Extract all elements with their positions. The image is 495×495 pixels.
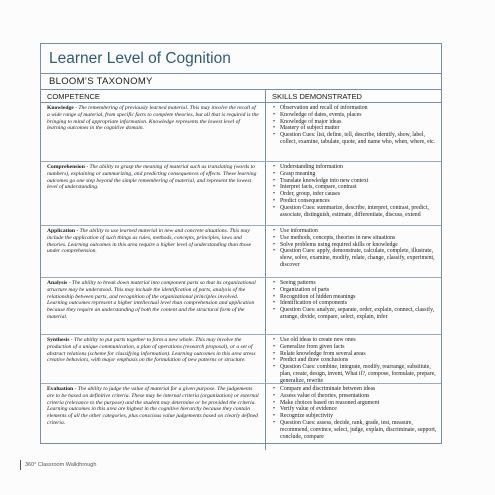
list-item: • Recognition of hidden meanings (272, 294, 437, 301)
subtitle-row (41, 74, 441, 90)
skills-cell (265, 278, 441, 334)
list-item: • Understanding information (272, 164, 437, 171)
competence-term: Comprehension (47, 164, 85, 170)
list-item: • Use methods, concepts, theories in new situations (272, 235, 437, 242)
title-row (41, 44, 441, 74)
header-skills: SKILLS DEMONSTRATED (265, 90, 441, 102)
competence-description: - The ability to break down material into component parts so that its organizational structure may be understood. This may include the identification of parts, analysis of the relationship between parts, and recognition of the organizational principles involved. Learning outcomes represent a higher intellectual level than comprehension and application because they require an understanding of both the content and the structural form of the material. (47, 280, 256, 320)
skills-list (272, 228, 437, 269)
list-item: • Assess value of theories, presentations (272, 393, 437, 400)
table-row (41, 103, 441, 162)
list-item: • Use information (272, 228, 437, 235)
skills-cell (265, 103, 441, 161)
competence-cell (41, 162, 265, 225)
list-item: • Predict and draw conclusions (272, 357, 437, 364)
list-item: • Question Cues: summarize, describe, interpret, contrast, predict, associate, distinguish, estimate, differentiate, discuss, extend (272, 205, 437, 219)
skills-cell (265, 226, 441, 277)
list-item: • Question Cues: analyze, separate, order, explain, connect, classify, arrange, divide, compare, select, explain, infer (272, 307, 437, 321)
list-item: • Knowledge of major ideas (272, 119, 437, 126)
list-item: • Observation and recall of information (272, 105, 437, 112)
competence-term: Synthesis (47, 337, 70, 343)
header-competence: COMPETENCE (47, 91, 100, 101)
list-item: • Mastery of subject matter (272, 125, 437, 132)
skills-cell (265, 335, 441, 383)
list-item: • Seeing patterns (272, 280, 437, 287)
list-item: • Grasp meaning (272, 171, 437, 178)
list-item: • Predict consequences (272, 198, 437, 205)
skills-list (272, 164, 437, 218)
table-subtitle: BLOOM’S TAXONOMY (49, 76, 153, 87)
table-row (41, 162, 441, 226)
list-item: • Compare and discriminate between ideas (272, 386, 437, 393)
competence-term: Application (47, 228, 75, 234)
list-item: • Organization of parts (272, 287, 437, 294)
table-row (41, 384, 441, 450)
list-item: • Generalize from given facts (272, 344, 437, 351)
skills-list (272, 280, 437, 321)
competence-description: - The ability to grasp the meaning of material such as translating (words to numbers), explaining or summarizing, and predicting consequences of effects. These learning outcomes go one step beyond the simple remembering of material, and represent the lowest level of understanding. (47, 164, 257, 191)
competence-cell (41, 103, 265, 161)
competence-term: Evaluation (47, 386, 74, 392)
table-row (41, 278, 441, 335)
list-item: • Question Cues: combine, integrate, modify, rearrange, substitute, plan, create, design, invent, What if?, compose, formulate, prepare, generalize, rewrite (272, 364, 437, 384)
list-item: • Translate knowledge into new context (272, 178, 437, 185)
competence-cell (41, 335, 265, 383)
bloom-table (40, 43, 442, 444)
list-item: • Question Cues: apply, demonstrate, calculate, complete, illustrate, show, solve, examine, modify, relate, change, classify, experiment, discover (272, 248, 437, 268)
list-item: • Relate knowledge from several areas (272, 351, 437, 358)
competence-description: - The remembering of previously learned material. This may involve the recall of a wide range of material, from specific facts to complete theories, but all that is required is the bringing to mind of appropriate information. Knowledge represents the lowest level of learning outcomes in the cognitive domain. (47, 105, 259, 132)
table-row (41, 335, 441, 384)
table-row (41, 226, 441, 278)
skills-list (272, 337, 437, 385)
skills-list (272, 105, 437, 146)
competence-description: - The ability to use learned material in new and concrete situations. This may include the application of such things as rules, methods, concepts, principles, laws and theories. Learning outcomes in this area require a higher level of understanding than those under comprehension. (47, 228, 252, 255)
list-item: • Recognize subjectivity (272, 413, 437, 420)
list-item: • Order, group, infer causes (272, 191, 437, 198)
competence-description: - The ability to judge the value of material for a given purpose. The judgements are to be based on definitive criteria. These may be internal criteria (organization) or external criteria (relevance to the purpose) and the student may determine or be provided the criteria. Learning outcomes in this area are highest in the cognitive hierarchy because they contain elements of all the other categories, plus conscious value judgements based on clearly defined criteria. (47, 386, 259, 426)
list-item: • Knowledge of dates, events, places (272, 112, 437, 119)
competence-cell (41, 226, 265, 277)
skills-cell (265, 384, 441, 450)
list-item: • Verify value of evidence (272, 406, 437, 413)
list-item: • Question Cues: list, define, tell, describe, identify, show, label, collect, examine, tabulate, quote, and name who, when, where, etc. (272, 132, 437, 146)
list-item: • Solve problems using required skills or knowledge (272, 242, 437, 249)
page-footer: 360° Classroom Walkthrough (25, 462, 97, 468)
footer-divider (20, 460, 21, 470)
competence-description: - The ability to put parts together to form a new whole. This may involve the production of a unique communication, a plan of operations (research proposal), or a set of abstract relations (scheme for classifying information). Learning outcomes in this area stress creative behaviors, with major emphasis on the formulation of new patterns or structure. (47, 337, 256, 364)
skills-cell (265, 162, 441, 225)
list-item: • Question Cues: assess, decide, rank, grade, test, measure, recommend, convince, select, judge, explain, discriminate, support, conclude, compare (272, 420, 437, 440)
list-item: • Make choices based on reasoned argument (272, 400, 437, 407)
competence-term: Analysis (47, 280, 68, 286)
page-title: Learner Level of Cognition (49, 49, 231, 67)
competence-cell (41, 278, 265, 334)
competence-cell (41, 384, 265, 450)
list-item: • Use old ideas to create new ones (272, 337, 437, 344)
skills-list (272, 386, 437, 440)
competence-term: Knowledge (47, 105, 74, 111)
list-item: • Interpret facts, compare, contrast (272, 184, 437, 191)
column-header-row (41, 90, 441, 103)
list-item: • Identification of components (272, 300, 437, 307)
